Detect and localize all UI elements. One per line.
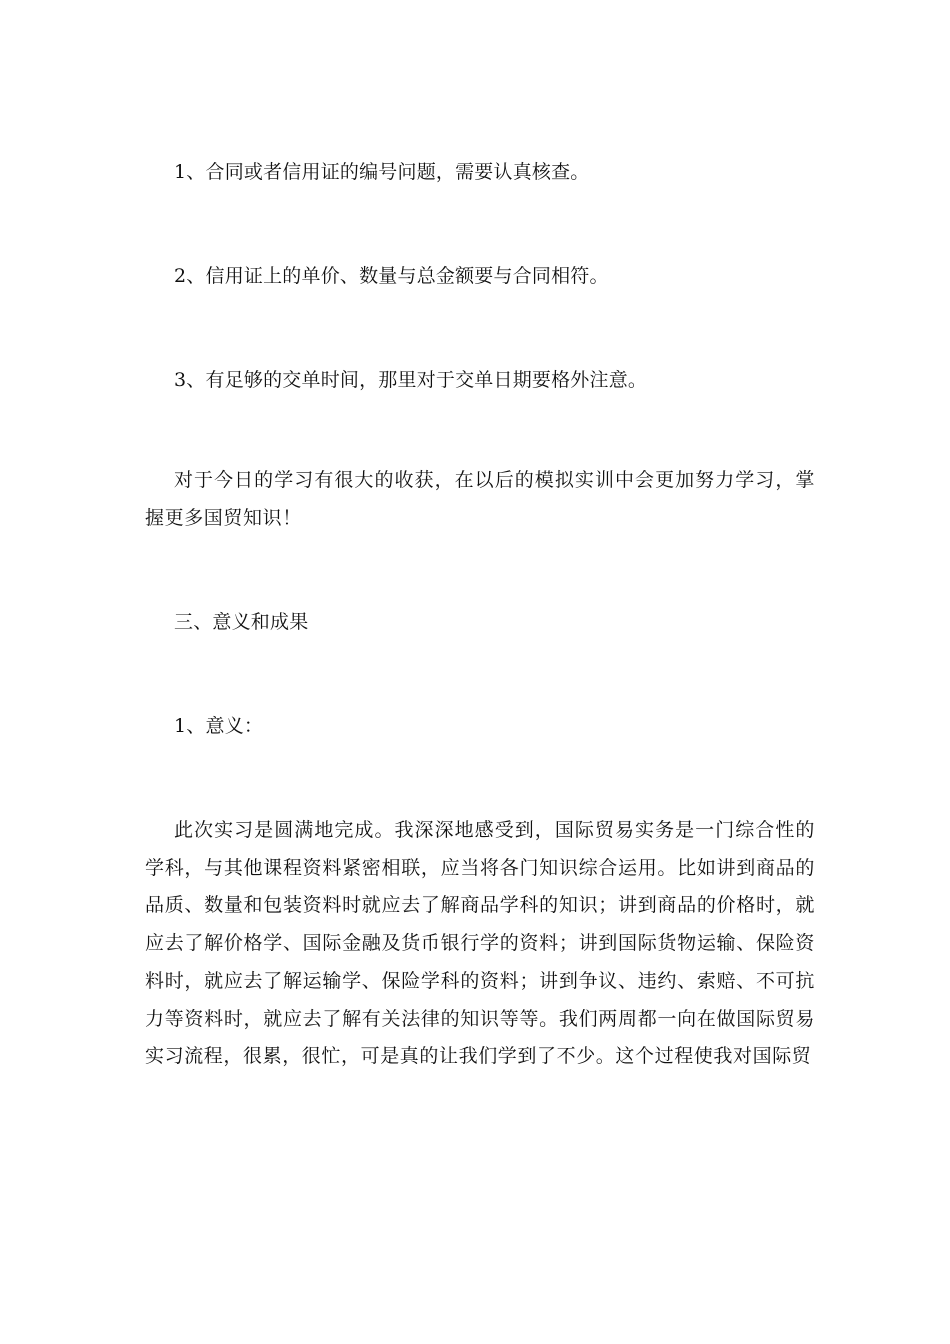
list-item-submission-time: 3、有足够的交单时间，那里对于交单日期要格外注意。 (174, 369, 648, 391)
subsection-heading: 1、意义： (174, 715, 264, 737)
section-heading: 三、意义和成果 (174, 611, 309, 633)
summary-paragraph: 对于今日的学习有很大的收获，在以后的模拟实训中会更加努力学习，掌握更多国贸知识！ (145, 469, 815, 529)
body-paragraph: 此次实习是圆满地完成。我深深地感受到，国际贸易实务是一门综合性的学科，与其他课程资料紧密相联，应当将各门知识综合运用。比如讲到商品的品质、数量和包装资料时就应去了解商品学科的知识；讲到商品的价格时，就应去了解价格学、国际金融及货币银行学的资料；讲到国际货物运输、保险资料时，就应去了解运输学、保险学科的资料；讲到争议、违约、索赔、不可抗力等资料时，就应去了解有关法律的知识等等。我们两周都一向在做国际贸易实习流程，很累，很忙，可是真的让我们学到了不少。这个过程使我对国际贸 (145, 819, 815, 1068)
list-item-contract-number: 1、合同或者信用证的编号问题，需要认真核查。 (174, 161, 590, 183)
list-item-unit-price: 2、信用证上的单价、数量与总金额要与合同相符。 (174, 265, 609, 287)
